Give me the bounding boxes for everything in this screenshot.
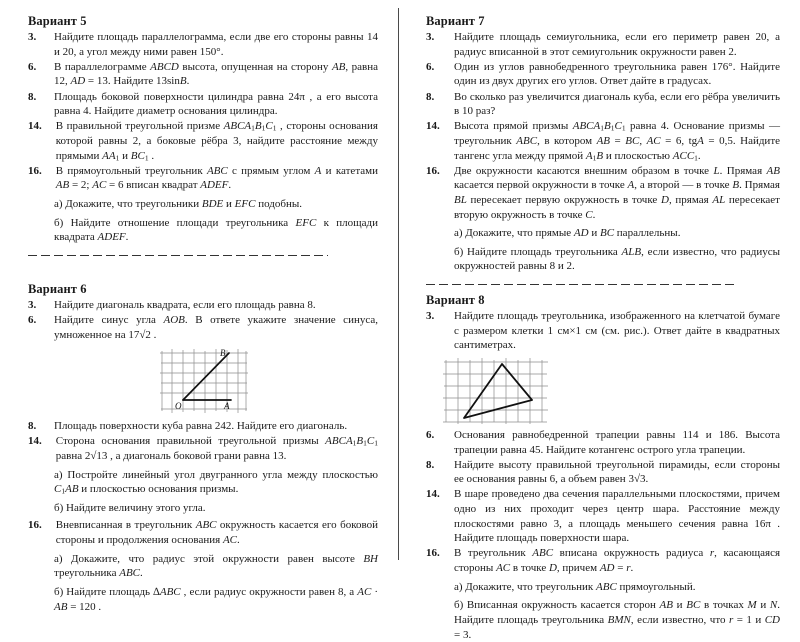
task-subitem: б) Найдите отношение площади треугольника EFC к площади квадрата ADEF. <box>54 216 378 244</box>
task-text: Найдите площадь треугольника, изображенного на клетчатой бумаге с размером клетки 1 см×1 см (см. рис.). Ответ дайте в квадратных сантиметрах. <box>454 310 780 352</box>
task-number: 16. <box>28 164 42 177</box>
task-subitem: а) Докажите, что треугольник ABC прямоугольный. <box>454 580 696 593</box>
task-item <box>412 428 780 457</box>
task-item <box>412 487 780 546</box>
variant-title-7: Вариант 7 <box>426 14 485 28</box>
task-item <box>10 164 378 193</box>
task-text: Две окружности касаются внешним образом в точке L. Прямая AB касается первой окружности в точке A, а второй — в точке B. Прямая BL пересекает первую окружность в точке D, прямая AL пересекает вторую окружность в точке C. <box>454 164 780 221</box>
left-column <box>0 0 390 613</box>
task-number: 6. <box>426 60 435 73</box>
angle-aob-grid-figure <box>158 345 378 417</box>
task-subitem: б) Найдите площадь треугольника ALB, если известно, что радиусы окружностей равны 8 и 2. <box>454 245 780 273</box>
variant-title-8: Вариант 8 <box>426 293 485 307</box>
task-number: 16. <box>426 547 440 560</box>
task-text: Высота прямой призмы $ABCA_1B_1C_1$ равна 4. Основание призмы — треугольник ABC, в котором AB = BC, AC = 6, tgA = 0,5. Найдите тангенс угла между прямой $A_1B$ и плоскостью $ACC_1$. <box>454 120 781 163</box>
task-subitem: б) Найдите величину этого угла. <box>54 501 206 514</box>
task-number: 8. <box>28 90 37 103</box>
task-text: В треугольник ABC вписана окружность радиуса r, касающаяся стороны AC в точке D, причем AD = r. <box>454 547 781 574</box>
task-item <box>412 90 780 119</box>
task-text: Один из углов равнобедренного треугольника равен 176°. Найдите один из двух других его углов. Ответ дайте в градусах. <box>454 60 780 88</box>
task-number: 6. <box>426 428 435 441</box>
task-number: 8. <box>28 420 37 433</box>
task-number: 14. <box>28 120 42 133</box>
task-number: 14. <box>426 120 440 133</box>
task-subitem: а) Постройте линейный угол двугранного угла между плоскостью $C_1AB$ и плоскостью основания призмы. <box>54 468 378 496</box>
task-text: Вневписанная в треугольник ABC окружность касается его боковой стороны и продолжения основания AC. <box>55 519 378 546</box>
svg-text:O: O <box>175 401 182 412</box>
task-item <box>412 30 780 59</box>
task-number: 8. <box>426 458 435 471</box>
task-item <box>10 518 378 547</box>
task-text: Основания равнобедренной трапеции равны 114 и 186. Высота трапеции равна 45. Найдите котангенс острого угла трапеции. <box>454 428 780 456</box>
task-item <box>10 60 378 89</box>
task-text: В параллелограмме ABCD высота, опущенная на сторону AB, равна 12, AD = 13. Найдите 13sinB. <box>54 60 378 88</box>
task-number: 6. <box>28 60 37 73</box>
task-item <box>10 434 378 463</box>
task-subitem: а) Докажите, что прямые AD и BC параллельны. <box>454 227 681 240</box>
task-number: 14. <box>28 435 42 448</box>
task-text: В прямоугольный треугольник ABC с прямым углом A и катетами AB = 2; AC = 6 вписан квадрат ADEF. <box>55 164 378 192</box>
task-text: Найдите высоту правильной треугольной пирамиды, если стороны ее основания равны 6, а объем равен 3√3. <box>454 458 780 486</box>
task-text: Найдите площадь семиугольника, если его периметр равен 20, а радиус вписанной в этот семиугольник окружности равен 2. <box>454 31 780 58</box>
task-item <box>412 546 780 575</box>
task-number: 8. <box>426 90 435 103</box>
task-item <box>10 90 378 119</box>
task-text: Найдите синус угла AOB. В ответе укажите значение синуса, умноженное на 17√2 . <box>54 313 378 341</box>
task-item <box>412 164 780 223</box>
task-number: 3. <box>28 298 37 311</box>
task-subitem: а) Докажите, что радиус этой окружности равен высоте BH треугольника ABC. <box>54 552 378 580</box>
task-text: В правильной треугольной призме $ABCA_1B_1C_1$ , стороны основания которой равны 2, а боковые рёбра 3, найдите расстояние между прямыми $AA_1$ и $BC_1$ . <box>55 120 378 163</box>
task-text: Площадь поверхности куба равна 242. Найдите его диагональ. <box>54 420 348 433</box>
task-item <box>412 60 780 89</box>
task-number: 16. <box>426 164 440 177</box>
task-text: Найдите площадь параллелограмма, если две его стороны равны 14 и 20, а угол между ними равен 150°. <box>54 31 378 58</box>
task-item <box>10 313 378 342</box>
task-item <box>412 119 780 163</box>
right-column <box>402 0 792 641</box>
task-subitem: а) Докажите, что треугольники BDE и EFC подобны. <box>54 197 302 210</box>
svg-text:A: A <box>224 401 230 412</box>
task-text: Найдите диагональ квадрата, если его площадь равна 8. <box>54 298 316 311</box>
task-item <box>10 119 378 163</box>
task-number: 3. <box>426 310 435 322</box>
task-text: Сторона основания правильной треугольной призмы $ABCA_1B_1C_1$ равна 2√13 , а диагональ боковой грани равна 13. <box>55 435 378 462</box>
task-number: 3. <box>28 31 37 43</box>
task-text: В шаре проведено два сечения параллельными плоскостями, причем одно из них проходит через центр шара. Расстояние между плоскостями равно 3, а площадь меньшего сечения равна 16π . Найдите площадь поверхности шара. <box>454 488 780 545</box>
task-item <box>10 419 378 434</box>
variant-title-5: Вариант 5 <box>28 14 87 28</box>
task-text: Площадь боковой поверхности цилиндра равна 24π , а его высота равна 4. Найдите диаметр основания цилиндра. <box>54 90 378 118</box>
task-item <box>10 298 378 313</box>
column-divider <box>398 8 399 560</box>
task-number: 14. <box>426 488 440 501</box>
task-item <box>412 458 780 487</box>
task-number: 3. <box>426 31 435 43</box>
task-item <box>10 30 378 59</box>
task-subitem: б) Вписанная окружность касается сторон AB и BC в точках M и N. Найдите площадь треугольника BMN, если известно, что r = 1 и CD = 3. <box>454 599 781 641</box>
variant-title-6: Вариант 6 <box>28 281 87 296</box>
task-text: Во сколько раз увеличится диагональ куба, если его рёбра увеличить в 10 раз? <box>454 90 780 118</box>
task-item <box>412 309 780 353</box>
svg-text:B: B <box>220 348 226 359</box>
triangle-on-grid-figure <box>440 356 780 426</box>
task-number: 16. <box>28 519 42 532</box>
task-subitem: б) Найдите площадь ∆ABC , если радиус окружности равен 8, а AC · AB = 120 . <box>54 585 379 613</box>
task-number: 6. <box>28 313 37 326</box>
